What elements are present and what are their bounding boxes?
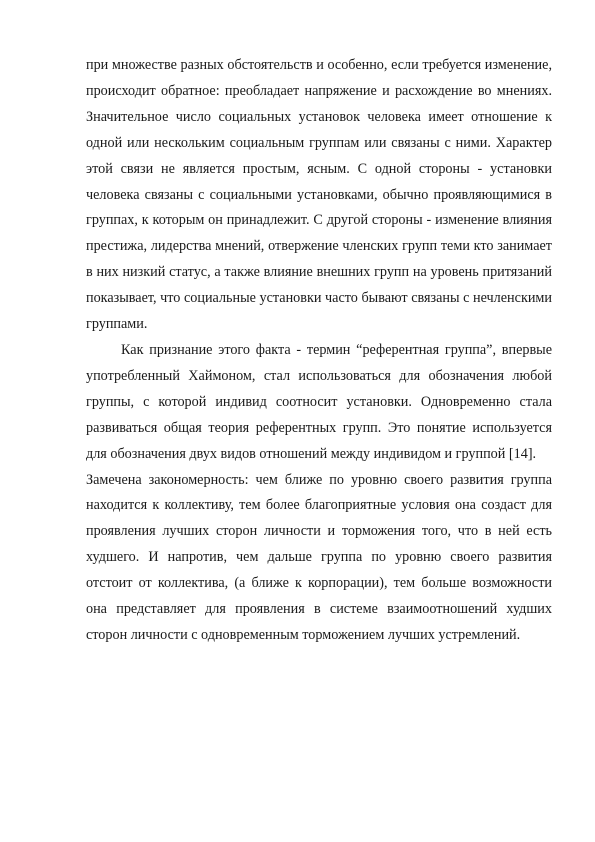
paragraph-continuation: при множестве разных обстоятельств и особенно, если требуется изменение, происходит обратное: преобладает напряжение и расхождение во мнениях. Значительное число социальных установок человека имеет отношение к одной или нескольким социальным группам или связаны с ними. Характер этой связи не является простым, ясным. С одной стороны - установки человека связаны с социальными установками, обычно проявляющимися в группах, к которым он принадлежит. С другой стороны - изменение влияния престижа, лидерства мнений, отвержение членских групп теми кто занимает в них низкий статус, а также влияние внешних групп на уровень притязаний показывает, что социальные установки часто бывают связаны с нечленскими группами. — [86, 57, 552, 333]
paragraph-reference-group: Как признание этого факта - термин “референтная группа”, впервые употребленный Хаймоном, стал использоваться для обозначения любой группы, с которой индивид соотносит установки. Одновременно стала развиваться общая теория референтных групп. Это понятие используется для обозначения двух видов отношений между индивидом и группой [14]. — [86, 341, 552, 462]
body-text — [86, 53, 552, 649]
paragraph-regularity: Замечена закономерность: чем ближе по уровню своего развития группа находится к коллективу, тем более благоприятные условия она создаст для проявления лучших сторон личности и торможения того, что в ней есть худшего. И напротив, чем дальше группа по уровню своего развития отстоит от коллектива, (а ближе к корпорации), тем больше возможности она представляет для проявления в системе взаимоотношений худших сторон личности с одновременным торможением лучших устремлений. — [86, 471, 552, 643]
